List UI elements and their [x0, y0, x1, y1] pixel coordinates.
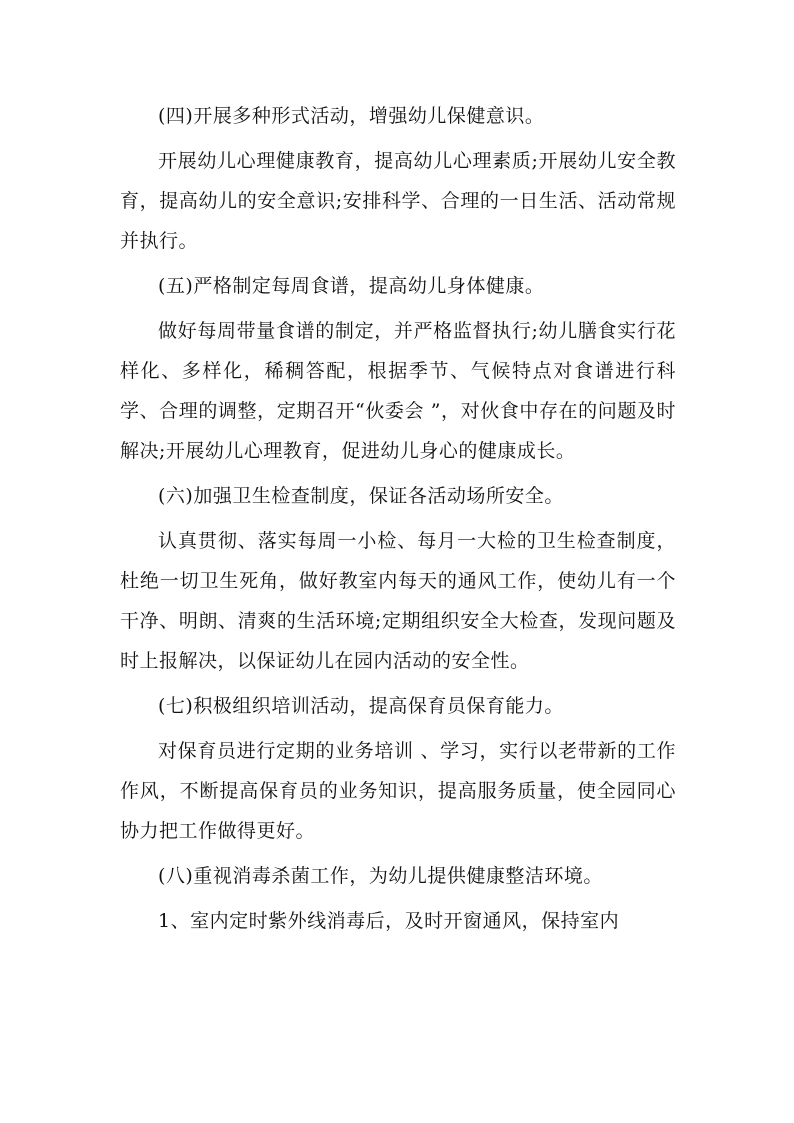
section-paragraph-6: 认真贯彻、落实每周一小检、每月一大检的卫生检查制度，杜绝一切卫生死角，做好教室内每天的通风工作，使幼儿有一个干净、明朗、清爽的生活环境;定期组织安全大检查，发现问题及时上报解决，以保证幼儿在园内活动的安全性。: [120, 530, 676, 672]
section-heading-4: (四)开展多种形式活动，增强幼儿保健意识。: [158, 105, 545, 127]
section-paragraph-5: 做好每周带量食谱的制定，并严格监督执行;幼儿膳食实行花样化、多样化，稀稠答配，根据季节、气候特点对食谱进行科学、合理的调整，定期召开“伙委会 ”，对伙食中存在的问题及时解决;开展幼儿心理教育，促进幼儿身心的健康成长。: [120, 320, 676, 462]
section-paragraph-8: 1、室内定时紫外线消毒后，及时开窗通风，保持室内: [158, 910, 620, 932]
section-heading-7: (七)积极组织培训活动，提高保育员保育能力。: [158, 695, 564, 717]
section-heading-5: (五)严格制定每周食谱，提高幼儿身体健康。: [158, 275, 545, 297]
section-paragraph-7: 对保育员进行定期的业务培训 、学习，实行以老带新的工作作风，不断提高保育员的业务知识，提高服务质量，使全园同心协力把工作做得更好。: [120, 740, 676, 842]
section-heading-8: (八)重视消毒杀菌工作，为幼儿提供健康整洁环境。: [158, 865, 603, 887]
section-heading-6: (六)加强卫生检查制度，保证各活动场所安全。: [158, 485, 564, 507]
document-body: [120, 96, 676, 946]
section-paragraph-4: 开展幼儿心理健康教育，提高幼儿心理素质;开展幼儿安全教育，提高幼儿的安全意识;安排科学、合理的一日生活、活动常规并执行。: [120, 150, 676, 252]
